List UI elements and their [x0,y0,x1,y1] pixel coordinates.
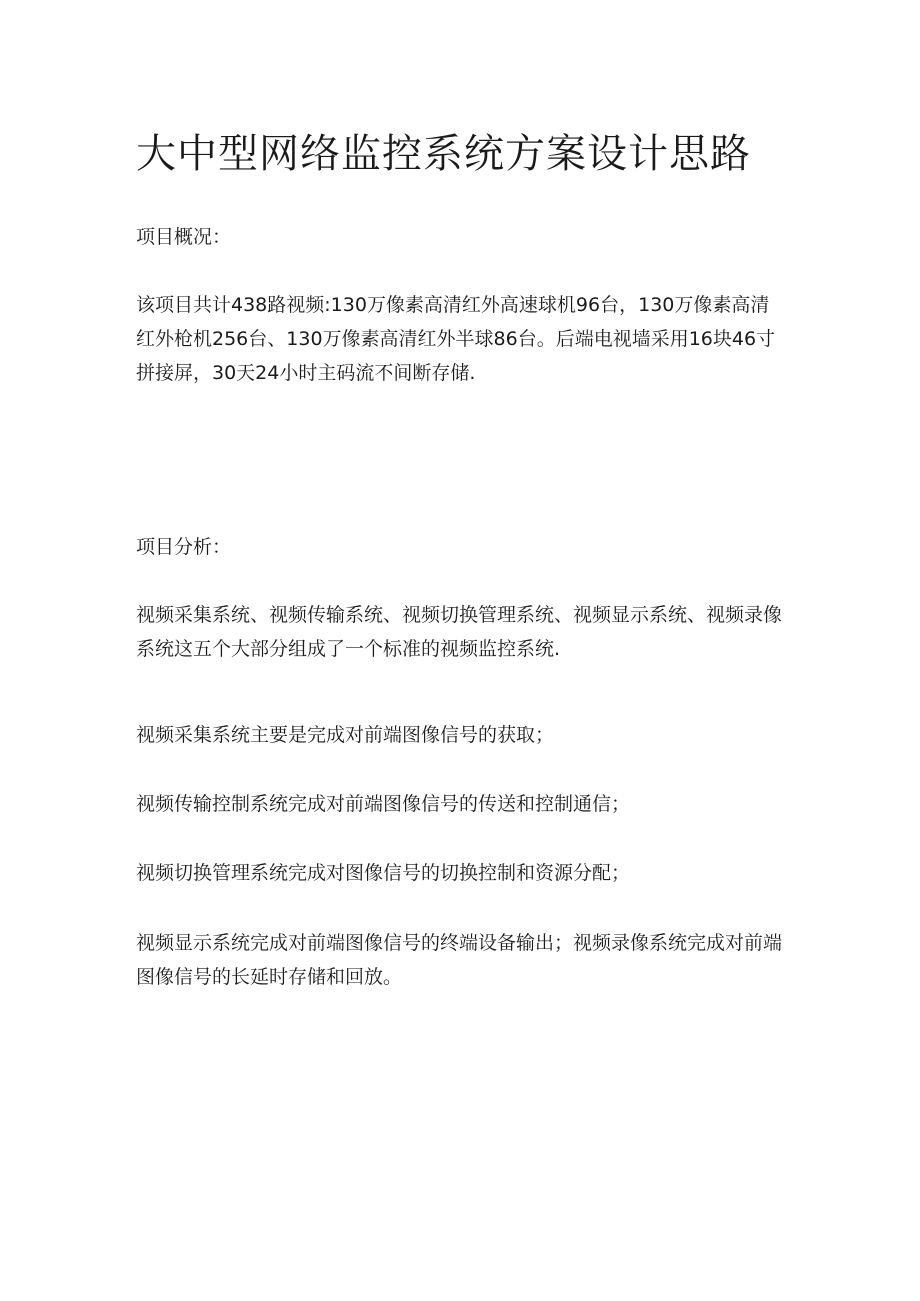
analysis-paragraph-switching: 视频切换管理系统完成对图像信号的切换控制和资源分配； [136,862,631,884]
overview-heading: 项目概况： [136,226,232,248]
analysis-paragraph-transmission: 视频传输控制系统完成对前端图像信号的传送和控制通信； [136,793,631,815]
analysis-heading: 项目分析： [136,536,232,558]
analysis-paragraph-capture: 视频采集系统主要是完成对前端图像信号的获取； [136,724,555,746]
analysis-paragraph-system-composition: 视频采集系统、视频传输系统、视频切换管理系统、视频显示系统、视频录像系统这五个大部分组成了一个标准的视频监控系统. [136,604,783,660]
analysis-paragraph-display-recording: 视频显示系统完成对前端图像信号的终端设备输出；视频录像系统完成对前端图像信号的长延时存储和回放。 [136,932,783,988]
overview-paragraph: 该项目共计438路视频:130万像素高清红外高速球机96台，130万像素高清红外枪机256台、130万像素高清红外半球86台。后端电视墙采用16块46寸拼接屏，30天24小时主码流不间断存储. [136,294,776,384]
document-title: 大中型网络监控系统方案设计思路 [136,131,751,177]
